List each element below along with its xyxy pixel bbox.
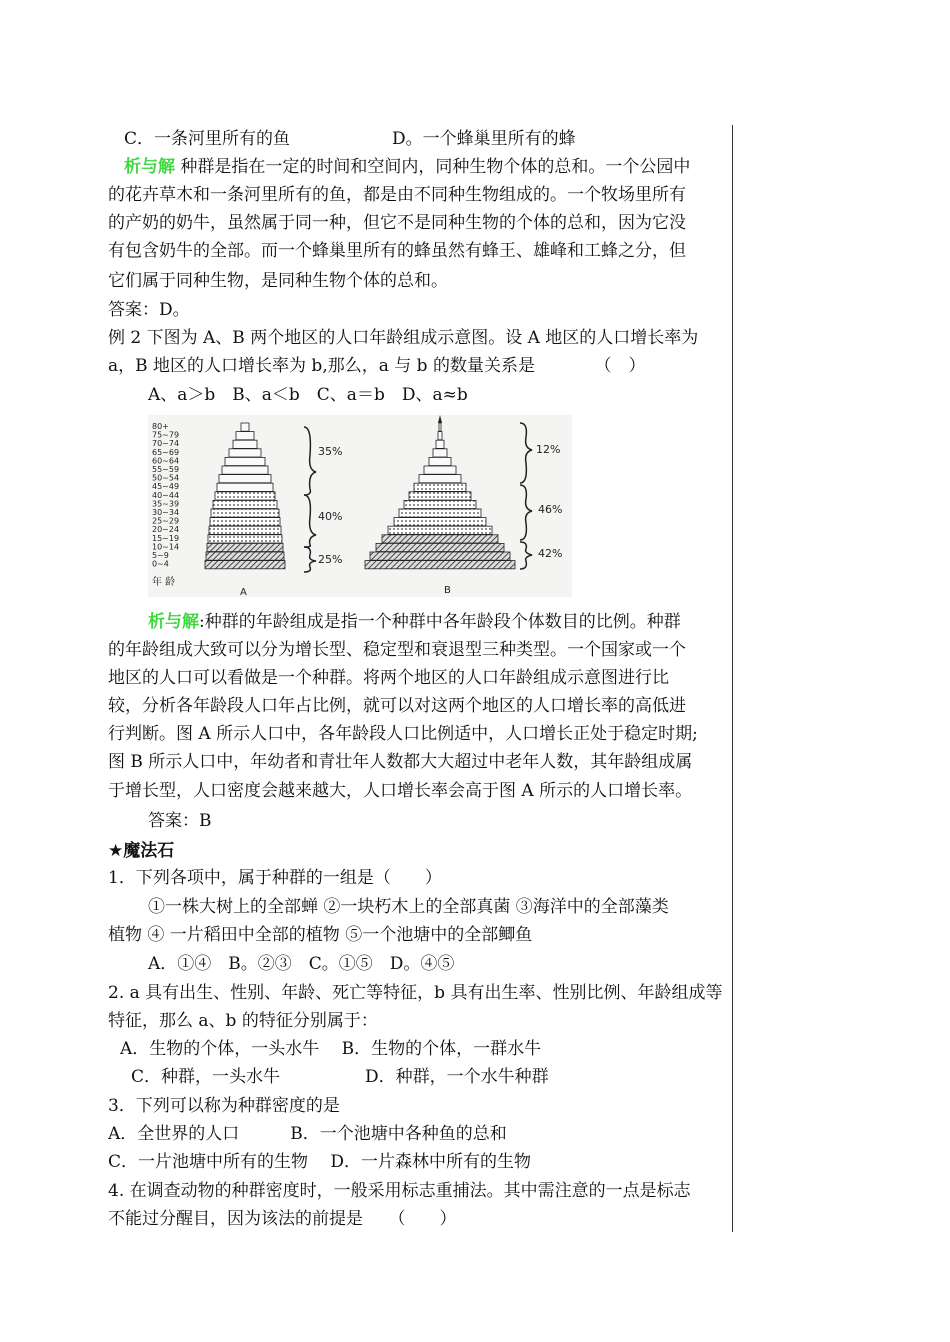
- age-label: 55~59: [152, 465, 180, 474]
- section-heading: ★魔法石: [108, 841, 175, 861]
- options-line: A、a＞b B、a＜b C、a＝b D、a≈b: [148, 385, 468, 405]
- text-line: 有包含奶牛的全部。而一个蜂巢里所有的蜂虽然有蜂王、雄峰和工蜂之分，但: [108, 241, 686, 261]
- options-line: C．一片池塘中所有的生物 D．一片森林中所有的生物: [108, 1152, 532, 1172]
- text-line: 图 B 所示人口中，年幼者和青壮年人数都大大超过中老年人数，其年龄组成属: [108, 752, 693, 772]
- age-label: 35~39: [152, 499, 180, 509]
- question-line: a，B 地区的人口增长率为 b,那么，a 与 b 的数量关系是 （ ）: [108, 356, 646, 376]
- answer-line: 答案：B: [148, 811, 212, 831]
- question-line: 1．下列各项中，属于种群的一组是（ ）: [108, 868, 442, 888]
- pyramid-bar: [208, 535, 282, 543]
- pyramid-bar: [225, 457, 265, 465]
- pyramid-bar: [215, 492, 275, 500]
- pyramid-bar: [205, 561, 285, 569]
- age-label: 60~64: [152, 456, 180, 466]
- options-line: A．①④ B。②③ C。①⑤ D。④⑤: [148, 954, 455, 974]
- pyramid-bar: [222, 466, 268, 474]
- group-label-a1: 35%: [318, 445, 343, 458]
- text-line: 的花卉草木和一条河里所有的鱼，都是由不同种生物组成的。一个牧场里所有: [108, 185, 686, 205]
- group-label-b3: 42%: [538, 547, 563, 560]
- pyramid-bar: [388, 526, 492, 534]
- age-label: 40~44: [152, 490, 180, 500]
- pyramid-bar: [414, 483, 466, 491]
- options-line: A．全世界的人口 B．一个池塘中各种鱼的总和: [108, 1124, 507, 1144]
- group-label-a3: 25%: [318, 553, 343, 566]
- age-label: 10~14: [152, 542, 180, 552]
- pyramid-bar: [241, 423, 249, 431]
- age-label: 65~69: [152, 447, 180, 457]
- text-line: ①一株大树上的全部蝉 ②一块朽木上的全部真菌 ③海洋中的全部藻类: [148, 897, 669, 917]
- pyramid-bar: [399, 509, 481, 517]
- text-line: 较，分析各年龄段人口年占比例，就可以对这两个地区的人口增长率的高低进: [108, 696, 686, 716]
- pyramid-bar: [219, 475, 271, 483]
- label-b: B: [444, 585, 451, 596]
- age-label: 20~24: [152, 525, 180, 535]
- age-label: 0~4: [152, 559, 169, 569]
- pyramid-bar: [233, 440, 257, 448]
- age-label: 50~54: [152, 473, 180, 483]
- answer-line: 答案：D。: [108, 300, 190, 320]
- pyramid-bar: [210, 518, 280, 526]
- pyramid-bar: [382, 535, 498, 543]
- question-line: 3．下列可以称为种群密度的是: [108, 1096, 340, 1116]
- age-label: 45~49: [152, 482, 180, 492]
- group-label-b2: 46%: [538, 503, 563, 516]
- options-line: A．生物的个体，一头水牛 B．生物的个体，一群水牛: [120, 1039, 542, 1059]
- text-line: 特征，那么 a、b 的特征分别属于：: [108, 1011, 378, 1031]
- pyramid-bar: [213, 500, 277, 508]
- pyramid-bar: [229, 449, 261, 457]
- options-line: C．种群，一头水牛 D．种群，一个水牛种群: [131, 1067, 549, 1087]
- text-line: 的产奶的奶牛，虽然属于同一种，但它不是同种生物的个体的总和，因为它没: [108, 213, 686, 233]
- pyramid-bar: [376, 543, 504, 551]
- text-line: 植物 ④ 一片稻田中全部的植物 ⑤一个池塘中的全部鲫鱼: [108, 925, 533, 945]
- question-line: 4. 在调查动物的种群密度时，一般采用标志重捕法。其中需注意的一点是标志: [108, 1181, 691, 1201]
- pyramid-bar: [429, 457, 451, 465]
- pyramid-bar: [436, 440, 444, 448]
- axis-label: 年 龄: [152, 577, 176, 588]
- text-line: 它们属于同种生物，是同种生物个体的总和。: [108, 271, 448, 291]
- analysis-tag: 析与解: [124, 157, 175, 177]
- pyramid-bar: [438, 432, 442, 440]
- age-label: 15~19: [152, 533, 180, 543]
- pyramid-bar: [424, 466, 456, 474]
- age-label: 75~79: [152, 430, 180, 440]
- text-line: 不能过分醒目，因为该法的前提是 （ ）: [108, 1209, 457, 1229]
- text-line: 行判断。图 A 所示人口中，各年龄段人口比例适中，人口增长正处于稳定时期;: [108, 724, 698, 744]
- margin-rule: [732, 125, 733, 1232]
- question-line: 例 2 下图为 A、B 两个地区的人口年龄组成示意图。设 A 地区的人口增长率为: [108, 328, 699, 348]
- pyramid-bar: [394, 518, 486, 526]
- pyramid-bar: [439, 423, 441, 431]
- text-line: 于增长型，人口密度会越来越大，人口增长率会高于图 A 所示的人口增长率。: [108, 781, 693, 801]
- age-label: 30~34: [152, 508, 180, 517]
- age-label: 25~29: [152, 516, 180, 526]
- analysis-tag: 析与解: [148, 612, 199, 632]
- text: 种群是指在一定的时间和空间内，同种生物个体的总和。一个公园中: [175, 157, 691, 177]
- group-label-a2: 40%: [318, 510, 343, 523]
- text: :种群的年龄组成是指一个种群中各年龄段个体数目的比例。种群: [199, 612, 681, 632]
- pyramid-bar: [217, 483, 273, 491]
- group-label-b1: 12%: [536, 443, 561, 456]
- population-pyramid-figure: [148, 415, 572, 597]
- pyramid-bar: [404, 500, 476, 508]
- pyramid-bar: [209, 526, 281, 534]
- text-line: 的年龄组成大致可以分为增长型、稳定型和衰退型三种类型。一个国家或一个: [108, 640, 686, 660]
- option-line: C．一条河里所有的鱼 D。一个蜂巢里所有的蜂: [124, 129, 576, 149]
- pyramid-bar: [419, 475, 461, 483]
- pyramid-bar: [207, 543, 283, 551]
- analysis-line: [148, 608, 681, 636]
- pyramid-bar: [211, 509, 279, 517]
- question-line: 2. a 具有出生、性别、年龄、死亡等特征，b 具有出生率、性别比例、年龄组成等: [108, 983, 723, 1003]
- age-label: 80+: [152, 422, 169, 431]
- pyramid-bar: [365, 561, 515, 569]
- pyramid-bar: [409, 492, 471, 500]
- pyramid-bar: [206, 552, 284, 560]
- analysis-line: [124, 153, 690, 181]
- pyramid-bar: [236, 432, 254, 440]
- text-line: 地区的人口可以看做是一个种群。将两个地区的人口年龄组成示意图进行比: [108, 668, 669, 688]
- pyramid-bar: [370, 552, 510, 560]
- age-label: 5~9: [152, 551, 169, 560]
- pyramid-bar: [433, 449, 447, 457]
- age-labels: [152, 422, 179, 569]
- age-label: 70~74: [152, 439, 180, 449]
- label-a: A: [240, 587, 247, 597]
